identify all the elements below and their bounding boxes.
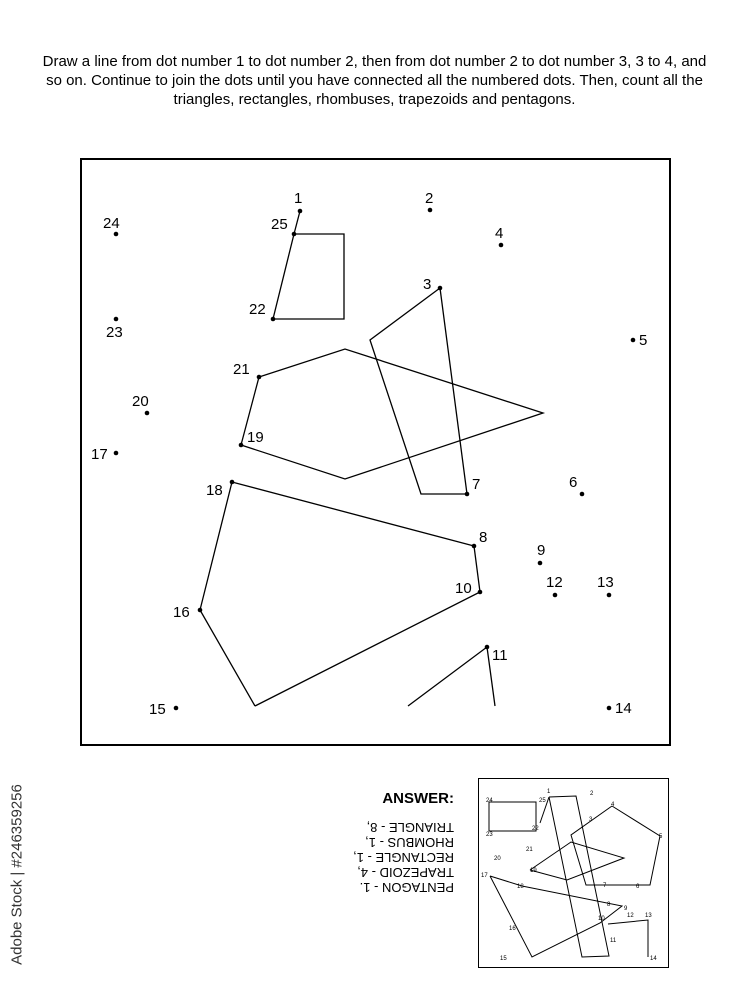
pre-drawn-line-11 [408,647,495,706]
dot-label-17: 17 [91,446,108,463]
pre-drawn-quad-25-22 [273,234,344,319]
svg-text:13: 13 [645,913,652,919]
dot-10 [478,590,483,595]
answer-item: RHOMBUS - 1, [365,835,454,850]
answer-title: ANSWER: [382,790,454,807]
svg-text:18: 18 [517,884,524,890]
dot-15 [174,706,179,711]
svg-text:24: 24 [486,798,493,804]
svg-text:9: 9 [624,906,628,912]
svg-text:25: 25 [539,798,546,804]
dot-label-24: 24 [103,215,120,232]
svg-text:21: 21 [526,847,533,853]
svg-text:2: 2 [590,791,594,797]
dot-21 [257,375,262,380]
svg-text:19: 19 [530,868,537,874]
dot-11 [485,645,490,650]
svg-text:11: 11 [610,938,617,944]
dot-label-15: 15 [149,701,166,718]
answer-item: RECTANGLE - 1, [353,850,454,865]
dot-1 [298,209,303,214]
instructions-text: Draw a line from dot number 1 to dot number 2, then from dot number 2 to dot number 3, 3 to 4, and so on. Continue to join the dots until you have connected all the numbered dots. Then, count all the triangles, rectangles, rhombuses, trapezoids and pentagons. [42,53,707,108]
svg-text:6: 6 [636,884,640,890]
svg-text:7: 7 [603,883,607,889]
dot-label-14: 14 [615,700,632,717]
dot-22 [271,317,276,322]
answer-item: PENTAGON - 1. [359,880,454,895]
answer-item: TRIANGLE - 8, [366,820,454,835]
svg-text:10: 10 [598,916,605,922]
answer-list [330,820,454,895]
dot-19 [239,443,244,448]
dot-label-5: 5 [639,332,648,349]
dot-24 [114,232,119,237]
svg-text:12: 12 [627,913,634,919]
dot-label-6: 6 [569,474,578,491]
dot-label-12: 12 [546,574,563,591]
dot-2 [428,208,433,213]
answer-item: TRAPEZOID - 4, [357,865,454,880]
dot-label-13: 13 [597,574,614,591]
dot-4 [499,243,504,248]
pre-drawn-quad-3-7 [370,288,467,494]
pre-drawn-pentagon-19-21 [241,349,543,479]
dot-6 [580,492,585,497]
svg-text:14: 14 [650,956,657,962]
svg-text:23: 23 [486,832,493,838]
svg-text:4: 4 [611,802,615,808]
dot-13 [607,593,612,598]
answer-frame [478,778,669,968]
dot-label-10: 10 [455,580,472,597]
dot-label-9: 9 [537,542,546,559]
dot-label-18: 18 [206,482,223,499]
dot-16 [198,608,203,613]
dot-3 [438,286,443,291]
dot-label-19: 19 [247,429,264,446]
svg-text:15: 15 [500,956,507,962]
dot-label-11: 11 [492,647,508,664]
dot-20 [145,411,150,416]
dot-17 [114,451,119,456]
dot-7 [465,492,470,497]
dot-label-7: 7 [472,476,481,493]
svg-text:8: 8 [607,902,611,908]
dot-label-16: 16 [173,604,190,621]
dot-label-22: 22 [249,301,266,318]
dot-label-25: 25 [271,216,288,233]
dot-23 [114,317,119,322]
dot-9 [538,561,543,566]
svg-text:22: 22 [532,826,539,832]
svg-text:20: 20 [494,856,501,862]
dot-label-23: 23 [106,324,123,341]
dot-5 [631,338,636,343]
dot-label-20: 20 [132,393,149,410]
svg-text:16: 16 [509,926,516,932]
svg-text:1: 1 [547,789,551,795]
dot-label-4: 4 [495,225,504,242]
stock-credit: Adobe Stock | #246359256 [8,784,26,965]
dot-25 [292,232,297,237]
dot-label-21: 21 [233,361,250,378]
dot-14 [607,706,612,711]
dot-12 [553,593,558,598]
dot-label-3: 3 [423,276,432,293]
pre-drawn-shape-18-16-8 [200,482,480,706]
dot-8 [472,544,477,549]
pre-drawn-line-1-25 [294,211,300,234]
svg-text:3: 3 [589,817,593,823]
dot-label-1: 1 [294,190,303,207]
dot-label-8: 8 [479,529,488,546]
svg-text:5: 5 [659,834,663,840]
svg-text:17: 17 [481,873,488,879]
dot-label-2: 2 [425,190,434,207]
dot-18 [230,480,235,485]
